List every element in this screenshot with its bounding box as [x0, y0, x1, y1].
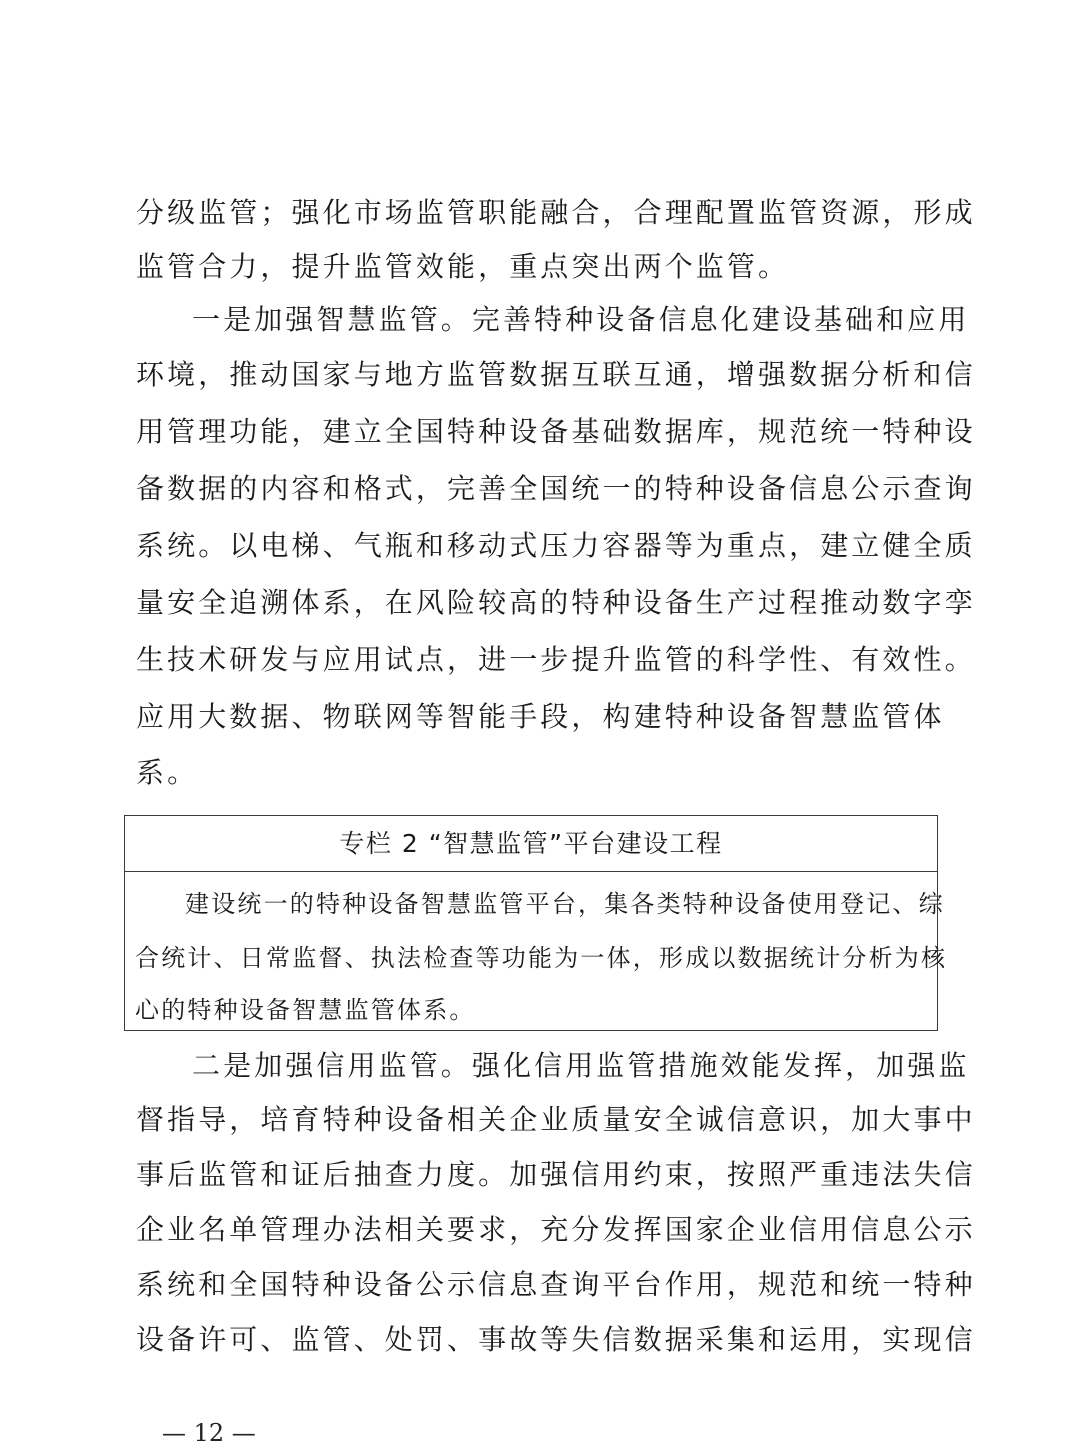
- paragraph-2-line-1: 一是加强智慧监管。完善特种设备信息化建设基础和应用: [192, 303, 970, 336]
- column-box-line-3: 心的特种设备智慧监管体系。: [135, 996, 476, 1024]
- paragraph-2-line-7: 生技术研发与应用试点，进一步提升监管的科学性、有效性。: [136, 643, 976, 676]
- column-box-line-1: 建设统一的特种设备智慧监管平台，集各类特种设备使用登记、综: [185, 890, 945, 918]
- paragraph-2-line-9: 系。: [136, 756, 199, 789]
- paragraph-3-line-5: 系统和全国特种设备公示信息查询平台作用，规范和统一特种: [136, 1268, 976, 1301]
- column-box-title: 专栏 2 “智慧监管”平台建设工程: [125, 816, 937, 872]
- paragraph-1-line-2: 监管合力，提升监管效能，重点突出两个监管。: [136, 250, 790, 283]
- paragraph-2-line-8: 应用大数据、物联网等智能手段，构建特种设备智慧监管体: [136, 700, 945, 733]
- paragraph-2-line-4: 备数据的内容和格式，完善全国统一的特种设备信息公示查询: [136, 472, 976, 505]
- paragraph-3-line-6: 设备许可、监管、处罚、事故等失信数据采集和运用，实现信: [136, 1323, 976, 1356]
- paragraph-1-line-1: 分级监管；强化市场监管职能融合，合理配置监管资源，形成: [136, 196, 976, 229]
- paragraph-3-line-3: 事后监管和证后抽查力度。加强信用约束，按照严重违法失信: [136, 1158, 976, 1191]
- paragraph-2-line-6: 量安全追溯体系，在风险较高的特种设备生产过程推动数字孪: [136, 586, 976, 619]
- column-box: [124, 815, 948, 1031]
- paragraph-2-line-5: 系统。以电梯、气瓶和移动式压力容器等为重点，建立健全质: [136, 529, 976, 562]
- paragraph-3-line-4: 企业名单管理办法相关要求，充分发挥国家企业信用信息公示: [136, 1213, 976, 1246]
- paragraph-2-line-3: 用管理功能，建立全国特种设备基础数据库，规范统一特种设: [136, 415, 976, 448]
- page-number: — 12 —: [162, 1419, 256, 1447]
- paragraph-2-line-2: 环境，推动国家与地方监管数据互联互通，增强数据分析和信: [136, 358, 976, 391]
- column-box-line-2: 合统计、日常监督、执法检查等功能为一体，形成以数据统计分析为核: [135, 944, 948, 972]
- paragraph-3-line-2: 督指导，培育特种设备相关企业质量安全诚信意识，加大事中: [136, 1103, 976, 1136]
- paragraph-3-line-1: 二是加强信用监管。强化信用监管措施效能发挥，加强监: [192, 1049, 970, 1082]
